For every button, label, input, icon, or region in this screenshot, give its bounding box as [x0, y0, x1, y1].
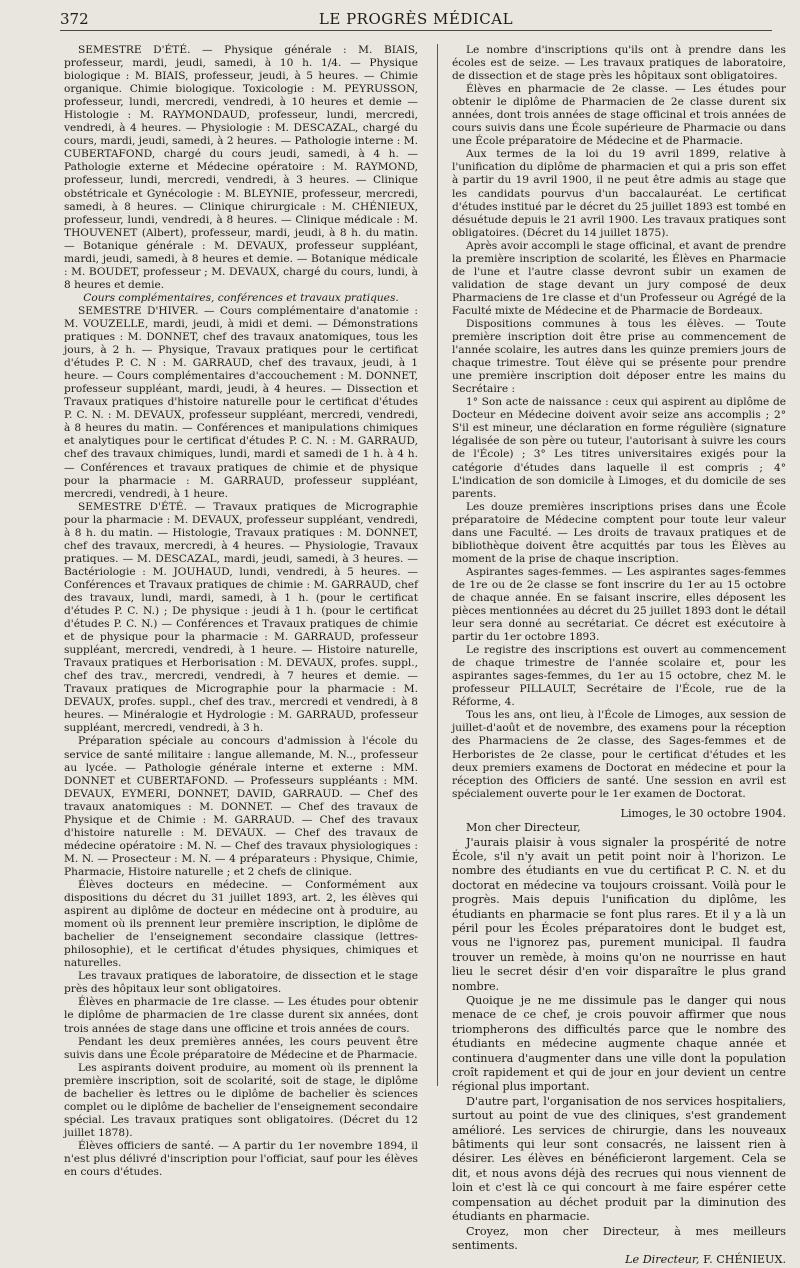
letter-signature — [452, 1253, 786, 1267]
right-paragraph: Après avoir accompli le stage officinal, et avant de prendre la première inscription de scolarité, les Élèves en Pharmacie de l'une et l'autre classe devront subir un examen de validation de stage devant un jury composé de deux Pharmaciens de 1re classe et d'un Professeur ou Agrégé de la Faculté mixte de Médecine et de Pharmacie de Bordeaux. — [452, 239, 786, 317]
left-paragraph: SEMESTRE D'HIVER. — Cours complémentaire d'anatomie : M. VOUZELLE, mardi, jeudi, à midi et demi. — Démonstrations pratiques : M. DONNET, chef des travaux anatomiques, tous les jours, à 2 h. — Physique, Travaux pratiques pour le certificat d'études P. C. N : M. GARRAUD, chef des travaux, jeudi, à 1 heure. — Cours complémentaires d'accouchement : M. DONNET, professeur suppléant, mardi, jeudi, à 4 heures. — Dissection et Travaux pratiques d'histoire naturelle pour le certificat d'études P. C. N. : M. DEVAUX, professeur suppléant, mercredi, vendredi, à 8 heures du matin. — Conférences et manipulations chimiques et analytiques pour le certificat d'études P. C. N. : M. GARRAUD, chef des travaux chimiques, lundi, mardi et samedi de 1 h. à 4 h. — Conférences et travaux pratiques de chimie et de physique pour la pharmacie : M. GARRAUD, professeur suppléant, mercredi, vendredi, à 1 heure. — [64, 304, 418, 500]
right-paragraph: Le nombre d'inscriptions qu'ils ont à prendre dans les écoles est de seize. — Les travaux pratiques de laboratoire, de dissection et de stage près les hôpitaux sont obligatoires. — [452, 44, 786, 83]
right-paragraph: Les douze premières inscriptions prises dans une École préparatoire de Médecine comptent pour toute leur valeur dans une Faculté. — Les droits de travaux pratiques et de bibliothèque doivent être acquittés par tous les Élèves au moment de la prise de chaque inscription. — [452, 500, 786, 565]
running-title: LE PROGRÈS MÉDICAL — [318, 10, 514, 28]
right-paragraph: Dispositions communes à tous les élèves. — Toute première inscription doit être prise au commencement de l'année scolaire, les autres dans les quinze premiers jours de chaque trimestre. Tout élève qui se présente pour prendre une première inscription doit déposer entre les mains du Secrétaire : — [452, 317, 786, 396]
left-paragraph: Les travaux pratiques de laboratoire, de dissection et le stage près des hôpitaux leur sont obligatoires. — [64, 970, 418, 996]
left-column — [64, 44, 418, 1179]
letter-paragraph: Quoique je ne me dissimule pas le danger qui nous menace de ce chef, je crois pouvoir affirmer que nous triompherons des difficultés parce que le nombre des étudiants en médecine augmente chaque année et continuera d'augmenter dans une ville dont la population croît rapidement et qui de jour en jour devient un centre régional plus important. — [452, 994, 786, 1094]
signature-role: Le Directeur, — [625, 1253, 700, 1267]
left-paragraph: Élèves officiers de santé. — A partir du 1er novembre 1894, il n'est plus délivré d'inscription pour l'officiat, sauf pour les élèves en cours d'études. — [64, 1139, 418, 1179]
signature-name: F. CHÉNIEUX. — [703, 1253, 786, 1267]
section-subheading: Cours complémentaires, conférences et travaux pratiques. — [83, 291, 399, 304]
left-paragraph: Préparation spéciale au concours d'admission à l'école du service de santé militaire : langue allemande, M. N.., professeur au lycée. — Pathologie générale interne et externe : MM. DONNET et CUBERTAFOND. — Professeurs suppléants : MM. DEVAUX, EYMERI, DONNET, DAVID, GARRAUD. — Chef des travaux anatomiques : M. DONNET. — Chef des travaux de Physique et de Chimie : M. GARRAUD. — Chef des travaux d'histoire naturelle : M. DEVAUX. — Chef des travaux de médecine opératoire : M. N. — Chef des travaux physiologiques : M. N. — Prosecteur : M. N. — 4 préparateurs : Physique, Chimie, Pharmacie, Histoire naturelle ; et 2 chefs de clinique. — [64, 735, 418, 878]
right-paragraph: Aspirantes sages-femmes. — Les aspirantes sages-femmes de 1re ou de 2e classe se font inscrire du 1er au 15 octobre de chaque année. En se faisant inscrire, elles déposent les pièces mentionnées au décret du 25 juillet 1893 dont le détail leur sera donné au secrétariat. Ce décret est exécutoire à partir du 1er octobre 1893. — [452, 565, 786, 644]
right-column — [452, 44, 786, 1268]
right-paragraph: 1° Son acte de naissance : ceux qui aspirent au diplôme de Docteur en Médecine doivent avoir seize ans accomplis ; 2° S'il est mineur, une déclaration en forme régulière (signature légalisée de son père ou tuteur, l'autorisant à suivre les cours de l'École) ; 3° Les titres universitaires exigés pour la catégorie d'études dans laquelle il est compris ; 4° L'indication de son domicile à Limoges, et du domicile de ses parents. — [452, 396, 786, 500]
letter-paragraph: D'autre part, l'organisation de nos services hospitaliers, surtout au point de vue des cliniques, s'est grandement amélioré. Les services de chirurgie, dans les nouveaux bâtiments qui leur sont consacrés, ne laissent rien à désirer. Les élèves en bénéficieront largement. Cela se dit, et nous avons déjà des recrues qui nous viennent de loin et c'est là ce qui concourt à me faire espérer cette compensation au déchet produit par la diminution des étudiants en pharmacie. — [452, 1094, 786, 1224]
page-number: 372 — [60, 10, 89, 28]
left-paragraph: Les aspirants doivent produire, au moment où ils prennent la première inscription, soit de scolarité, soit de stage, le diplôme de bachelier ès lettres ou le diplôme de bachelier ès sciences complet ou le diplôme de bachelier de l'enseignement secondaire spécial. Les travaux pratiques sont obligatoires. (Décret du 12 juillet 1878). — [64, 1061, 418, 1139]
page-header — [60, 8, 772, 31]
letter-place-date: Limoges, le 30 octobre 1904. — [620, 806, 786, 820]
letter-closing: Croyez, mon cher Directeur, à mes meilleurs sentiments. — [452, 1224, 786, 1252]
left-paragraph: SEMESTRE D'ÉTÉ. — Travaux pratiques de Micrographie pour la pharmacie : M. DEVAUX, professeur suppléant, vendredi, à 8 h. du matin. — Histologie, Travaux pratiques : M. DONNET, chef des travaux, mercredi, à 4 heures. — Physiologie, Travaux pratiques. — M. DESCAZAL, mardi, jeudi, samedi, à 3 heures. — Bactériologie : M. JOUHAUD, lundi, vendredi, à 5 heures. — Conférences et Travaux pratiques de chimie : M. GARRAUD, chef des travaux, lundi, mardi, samedi, à 1 h. (pour le certificat d'études P. C. N.) ; De physique : jeudi à 1 h. (pour le certificat d'études P. C. N.) — Conférences et Travaux pratiques de chimie et de physique pour la pharmacie : M. GARRAUD, professeur suppléant, mercredi, vendredi, à 1 heure. — Histoire naturelle, Travaux pratiques et Herborisation : M. DEVAUX, profes. suppl., chef des trav., mercredi, vendredi, à 7 heures et demie. — Travaux pratiques de Micrographie pour la pharmacie : M. DEVAUX, profes. suppl., chef des trav., mercredi et vendredi, à 8 heures. — Minéralogie et Hydrologie : M. GARRAUD, professeur suppléant, mercredi, vendredi, à 3 h. — [64, 500, 418, 735]
letter-salutation: Mon cher Directeur, — [466, 821, 581, 835]
right-paragraph: Tous les ans, ont lieu, à l'École de Limoges, aux session de juillet-d'août et de novembre, des examens pour la réception des Pharmaciens de 2e classe, des Sages-femmes et de Herboristes de 2e classe, pour le certificat d'études et les deux premiers examens de Doctorat en médecine et pour la réception des Officiers de santé. Une session en avril est spécialement ouverte pour le 1er examen de Doctorat. — [452, 709, 786, 800]
column-divider — [437, 44, 438, 1086]
letter-paragraph: J'aurais plaisir à vous signaler la prospérité de notre École, s'il n'y avait un petit point noir à l'horizon. Le nombre des étudiants en vue du certificat P. C. N. et du doctorat en médecine va toujours croissant. Voilà pour le progrès. Mais depuis l'unification du diplôme, les étudiants en pharmacie se font plus rares. Et il y a là un péril pour les Écoles préparatoires dont le budget est, vous ne l'ignorez pas, purement municipal. Il faudra trouver un remède, à moins qu'on ne nourrisse en haut lieu le secret désir d'en voir disparaître le plus grand nombre. — [452, 835, 786, 993]
left-paragraph: Élèves en pharmacie de 1re classe. — Les études pour obtenir le diplôme de pharmacien de 1re classe durent six années, dont trois années de stage dans une officine et trois années de cours. — [64, 996, 418, 1035]
left-paragraph: Élèves docteurs en médecine. — Conformément aux dispositions du décret du 31 juillet 1893, art. 2, les élèves qui aspirent au diplôme de docteur en médecine ont à produire, au moment où ils prennent leur première inscription, le diplôme de bachelier de l'enseignement secondaire classique (lettres-philosophie), et le certificat d'études physiques, chimiques et naturelles. — [64, 879, 418, 970]
left-paragraph: Pendant les deux premières années, les cours peuvent être suivis dans une École préparatoire de Médecine et de Pharmacie. — [64, 1035, 418, 1061]
right-paragraph: Aux termes de la loi du 19 avril 1899, relative à l'unification du diplôme de pharmacien et qui a pris son effet à partir du 19 avril 1900, il ne peut être admis au stage que les candidats pourvus d'un baccalauréat. Le certificat d'études institué par le décret du 25 juillet 1893 est tombé en désuétude depuis le 21 avril 1900. Les travaux pratiques sont obligatoires. (Décret du 14 juillet 1875). — [452, 148, 786, 239]
left-paragraph: SEMESTRE D'ÉTÉ. — Physique générale : M. BIAIS, professeur, mardi, jeudi, samedi, à 10 h. 1/4. — Physique biologique : M. BIAIS, professeur, jeudi, à 5 heures. — Chimie organique. Chimie biologique. Toxicologie : M. PEYRUSSON, professeur, lundi, mercredi, vendredi, à 10 heures et demie — Histologie : M. RAYMONDAUD, professeur, lundi, mercredi, vendredi, à 4 heures. — Physiologie : M. DESCAZAL, chargé du cours, mardi, jeudi, samedi, à 2 heures. — Pathologie interne : M. CUBERTAFOND, chargé du cours jeudi, samedi, à 4 h. — Pathologie externe et Médecine opératoire : M. RAYMOND, professeur, lundi, mercredi, vendredi, à 3 heures. — Clinique obstétricale et Gynécologie : M. BLEYNIE, professeur, mercredi, samedi, à 8 heures. — Clinique chirurgicale : M. CHÉNIEUX, professeur, lundi, vendredi, à 8 heures. — Clinique médicale : M. THOUVENET (Albert), professeur, mardi, jeudi, à 8 h. du matin. — Botanique générale : M. DEVAUX, professeur suppléant, mardi, jeudi, samedi, à 8 heures et demie. — Botanique médicale : M. BOUDET, professeur ; M. DEVAUX, chargé du cours, lundi, à 8 heures et demie. — [64, 44, 418, 291]
right-paragraph: Élèves en pharmacie de 2e classe. — Les études pour obtenir le diplôme de Pharmacien de 2e classe durent six années, dont trois années de stage officinal et trois années de cours suivis dans une École supérieure de Pharmacie ou dans une École préparatoire de Médecine et de Pharmacie. — [452, 83, 786, 148]
right-paragraph: Le registre des inscriptions est ouvert au commencement de chaque trimestre de l'année scolaire et, pour les aspirantes sages-femmes, du 1er au 15 octobre, chez M. le professeur PILLAULT, Secrétaire de l'École, rue de la Réforme, 4. — [452, 644, 786, 709]
